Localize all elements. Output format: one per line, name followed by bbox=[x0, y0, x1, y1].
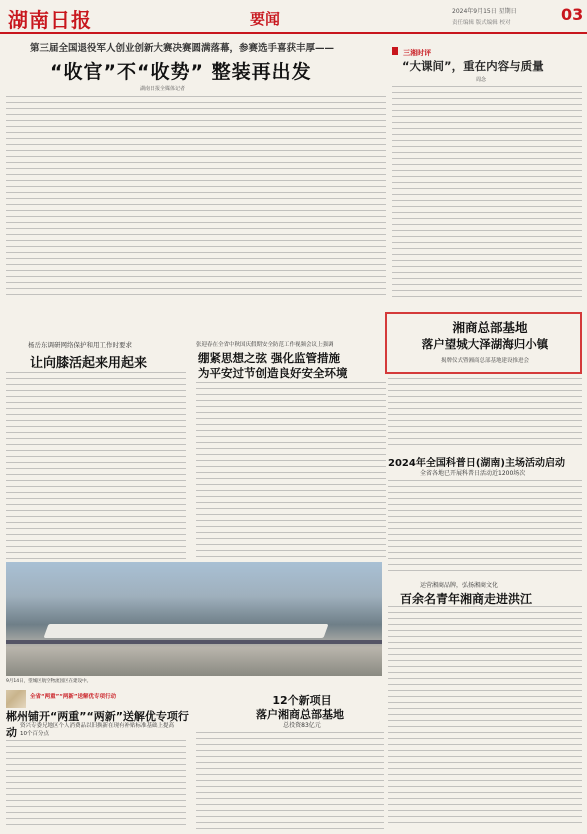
feature-headline-1: 湘商总部基地 bbox=[452, 320, 528, 335]
bottom-left-body bbox=[6, 740, 186, 830]
bottom-mid-headline-2: 落户湘商总部基地 bbox=[256, 708, 344, 721]
news-photo bbox=[6, 562, 382, 676]
left-story-body bbox=[6, 372, 186, 560]
left-story-kicker: 杨岳东调研网络保护和用工作时要求 bbox=[28, 341, 132, 349]
commentary-author: 周念 bbox=[476, 77, 487, 83]
mid-story-kicker: 张迎春在全省中秋国庆假期安全防范工作视频会议上强调 bbox=[196, 342, 334, 348]
bridge-shape bbox=[6, 640, 382, 644]
bottom-right-kicker: 运营湘商品牌，弘扬湘商文化 bbox=[420, 582, 499, 589]
commentary-flag-icon bbox=[392, 47, 398, 55]
feature-subhead: 揭牌仪式暨湘商总部基地建设推进会 bbox=[440, 358, 529, 364]
feature-body bbox=[388, 378, 582, 446]
issue-date: 2024年9月15日 星期日 bbox=[452, 8, 517, 15]
page-number: 03 bbox=[561, 5, 584, 24]
bottom-right-body bbox=[388, 606, 582, 828]
top-story-kicker: 第三届全国退役军人创业创新大赛决赛圆满落幕，参赛选手喜获丰厚—— bbox=[30, 43, 335, 54]
section-title: 要闻 bbox=[250, 10, 281, 28]
bottom-mid-headline: 12个新项目 bbox=[272, 694, 332, 707]
mid-story-body bbox=[196, 382, 386, 560]
bottom-left-kicker: 全省“两重”“两新”送解优专项行动 bbox=[30, 694, 116, 700]
mid-story-headline-1: 绷紧思想之弦 强化监管措施 bbox=[198, 351, 341, 365]
bottom-mid-subhead: 总投资83亿元 bbox=[283, 722, 321, 729]
expo-headline: 2024年全国科普日(湖南)主场活动启动 bbox=[388, 458, 565, 469]
bottom-mid-body bbox=[196, 732, 384, 830]
bottom-left-headline: 郴州铺开“两重”“两新”送解优专项行动 bbox=[6, 710, 189, 739]
editors-line: 责任编辑 版式编辑 校对 bbox=[452, 20, 511, 26]
newspaper-logo: 湖南日报 bbox=[8, 8, 92, 32]
top-story-headline: “收官”不“收势” 整装再出发 bbox=[50, 61, 312, 83]
bottom-left-subhead: 资兴专委兄地区个人消费品以旧换新在现有补贴标准基础上提高10个百分点 bbox=[20, 723, 175, 737]
mid-story-headline-2: 为平安过节创造良好安全环境 bbox=[198, 366, 348, 380]
top-story-byline: 湖南日报全媒体记者 bbox=[140, 86, 186, 92]
promo-illustration bbox=[6, 690, 26, 708]
feature-headline-2: 落户望城大泽湖海归小镇 bbox=[421, 337, 549, 351]
expo-subhead: 全省各地已开展科普日活动近1200场次 bbox=[420, 470, 526, 477]
bottom-right-headline: 百余名青年湘商走进洪江 bbox=[400, 592, 533, 606]
commentary-label: 三湘时评 bbox=[392, 40, 452, 50]
left-story-headline: 让向膝活起来用起来 bbox=[30, 356, 148, 371]
commentary-headline: “大课间”，重在内容与质量 bbox=[402, 59, 544, 73]
top-story-body bbox=[6, 96, 386, 296]
train-shape bbox=[43, 624, 328, 638]
commentary-body bbox=[392, 86, 582, 298]
masthead bbox=[0, 0, 587, 34]
expo-body bbox=[388, 480, 582, 576]
photo-caption: 9月14日，望城区航空物流园区在建设中。 bbox=[6, 679, 92, 684]
